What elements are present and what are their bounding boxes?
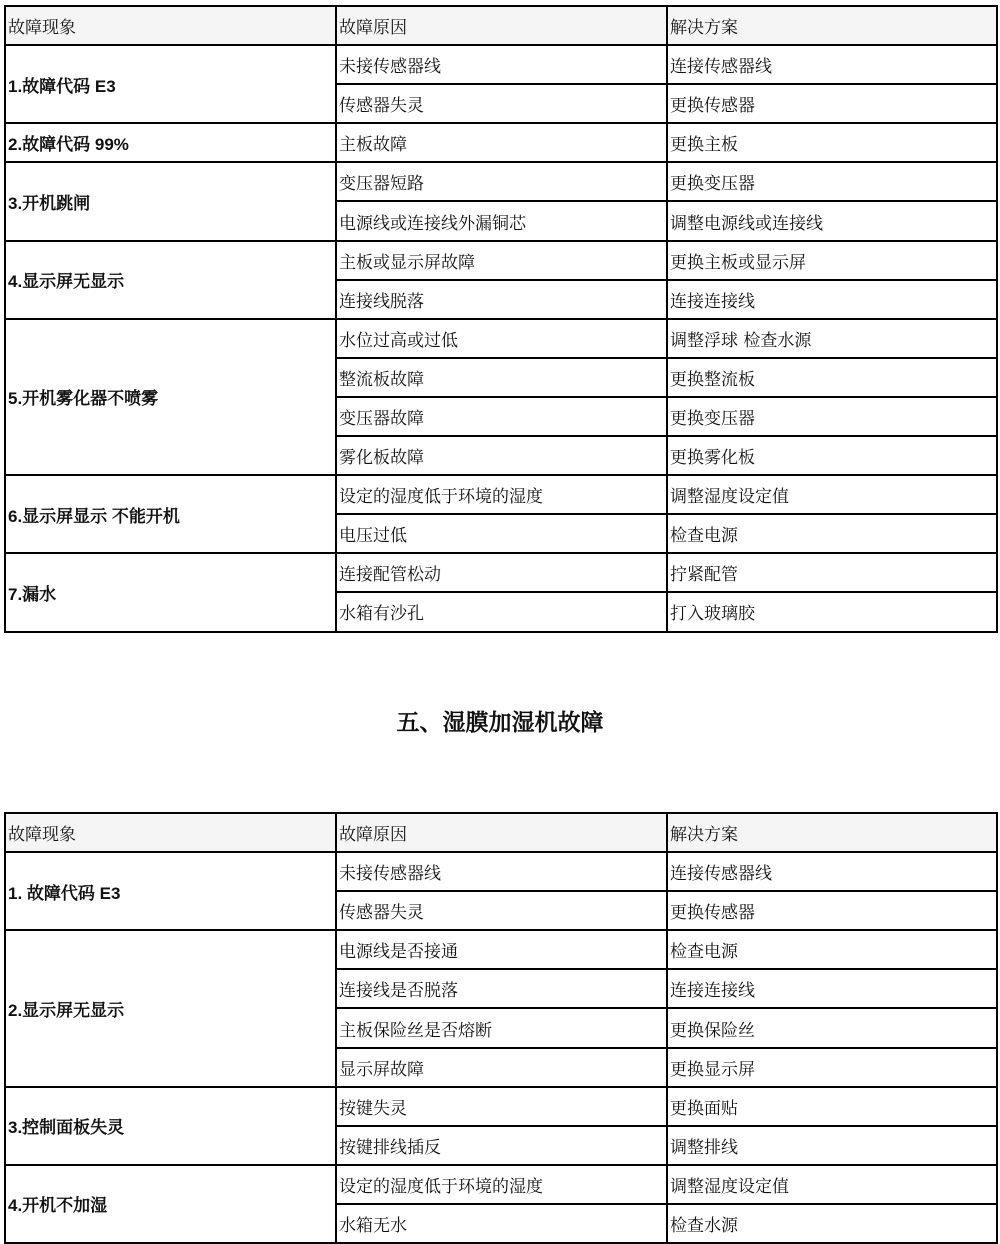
cause-cell: 连接线脱落 — [336, 280, 667, 319]
symptom-cell: 5.开机雾化器不喷雾 — [5, 319, 336, 475]
header-symptom: 故障现象 — [5, 6, 336, 45]
cause-cell: 电源线或连接线外漏铜芯 — [336, 201, 667, 240]
solution-cell: 更换雾化板 — [667, 436, 997, 475]
solution-cell: 更换传感器 — [667, 84, 997, 123]
cause-cell: 连接线是否脱落 — [336, 969, 667, 1008]
cause-cell: 传感器失灵 — [336, 84, 667, 123]
table-row — [5, 852, 997, 891]
solution-cell: 更换变压器 — [667, 162, 997, 201]
solution-cell: 连接传感器线 — [667, 852, 997, 891]
table-header-row — [5, 813, 997, 852]
solution-cell: 检查电源 — [667, 514, 997, 553]
cause-cell: 连接配管松动 — [336, 553, 667, 592]
solution-cell: 更换主板或显示屏 — [667, 241, 997, 280]
table-header-row — [5, 6, 997, 45]
cause-cell: 水箱有沙孔 — [336, 592, 667, 631]
symptom-cell: 2.显示屏无显示 — [5, 930, 336, 1086]
solution-cell: 调整电源线或连接线 — [667, 201, 997, 240]
solution-cell: 打入玻璃胶 — [667, 592, 997, 631]
cause-cell: 传感器失灵 — [336, 891, 667, 930]
cause-cell: 按键排线插反 — [336, 1126, 667, 1165]
solution-cell: 更换整流板 — [667, 358, 997, 397]
solution-cell: 检查电源 — [667, 930, 997, 969]
solution-cell: 更换保险丝 — [667, 1008, 997, 1047]
fault-table-2 — [4, 812, 998, 1244]
cause-cell: 未接传感器线 — [336, 852, 667, 891]
table-row — [5, 162, 997, 201]
solution-cell: 调整湿度设定值 — [667, 1165, 997, 1204]
table-row — [5, 475, 997, 514]
cause-cell: 变压器短路 — [336, 162, 667, 201]
solution-cell: 更换传感器 — [667, 891, 997, 930]
cause-cell: 雾化板故障 — [336, 436, 667, 475]
cause-cell: 设定的湿度低于环境的湿度 — [336, 1165, 667, 1204]
header-symptom: 故障现象 — [5, 813, 336, 852]
symptom-cell: 1. 故障代码 E3 — [5, 852, 336, 930]
table-row — [5, 553, 997, 592]
table-row — [5, 1087, 997, 1126]
cause-cell: 水位过高或过低 — [336, 319, 667, 358]
symptom-cell: 6.显示屏显示 不能开机 — [5, 475, 336, 553]
cause-cell: 整流板故障 — [336, 358, 667, 397]
symptom-cell: 2.故障代码 99% — [5, 123, 336, 162]
section-title: 五、湿膜加湿机故障 — [396, 710, 604, 736]
symptom-cell: 1.故障代码 E3 — [5, 45, 336, 123]
solution-cell: 连接传感器线 — [667, 45, 997, 84]
solution-cell: 调整浮球 检查水源 — [667, 319, 997, 358]
table-row — [5, 930, 997, 969]
solution-cell: 更换主板 — [667, 123, 997, 162]
header-solution: 解决方案 — [667, 813, 997, 852]
solution-cell: 更换变压器 — [667, 397, 997, 436]
cause-cell: 电压过低 — [336, 514, 667, 553]
table-row — [5, 123, 997, 162]
solution-cell: 调整湿度设定值 — [667, 475, 997, 514]
symptom-cell: 4.显示屏无显示 — [5, 241, 336, 319]
solution-cell: 检查水源 — [667, 1204, 997, 1243]
cause-cell: 主板故障 — [336, 123, 667, 162]
solution-cell: 调整排线 — [667, 1126, 997, 1165]
symptom-cell: 7.漏水 — [5, 553, 336, 631]
cause-cell: 显示屏故障 — [336, 1048, 667, 1087]
cause-cell: 主板保险丝是否熔断 — [336, 1008, 667, 1047]
header-cause: 故障原因 — [336, 813, 667, 852]
table-row — [5, 45, 997, 84]
solution-cell: 更换显示屏 — [667, 1048, 997, 1087]
cause-cell: 变压器故障 — [336, 397, 667, 436]
table-row — [5, 241, 997, 280]
solution-cell: 拧紧配管 — [667, 553, 997, 592]
cause-cell: 按键失灵 — [336, 1087, 667, 1126]
table-row — [5, 319, 997, 358]
header-cause: 故障原因 — [336, 6, 667, 45]
cause-cell: 未接传感器线 — [336, 45, 667, 84]
solution-cell: 连接连接线 — [667, 969, 997, 1008]
header-solution: 解决方案 — [667, 6, 997, 45]
table-row — [5, 1165, 997, 1204]
cause-cell: 水箱无水 — [336, 1204, 667, 1243]
cause-cell: 设定的湿度低于环境的湿度 — [336, 475, 667, 514]
symptom-cell: 3.开机跳闸 — [5, 162, 336, 240]
solution-cell: 更换面贴 — [667, 1087, 997, 1126]
solution-cell: 连接连接线 — [667, 280, 997, 319]
symptom-cell: 4.开机不加湿 — [5, 1165, 336, 1243]
cause-cell: 主板或显示屏故障 — [336, 241, 667, 280]
symptom-cell: 3.控制面板失灵 — [5, 1087, 336, 1165]
fault-table-1 — [4, 5, 998, 633]
cause-cell: 电源线是否接通 — [336, 930, 667, 969]
